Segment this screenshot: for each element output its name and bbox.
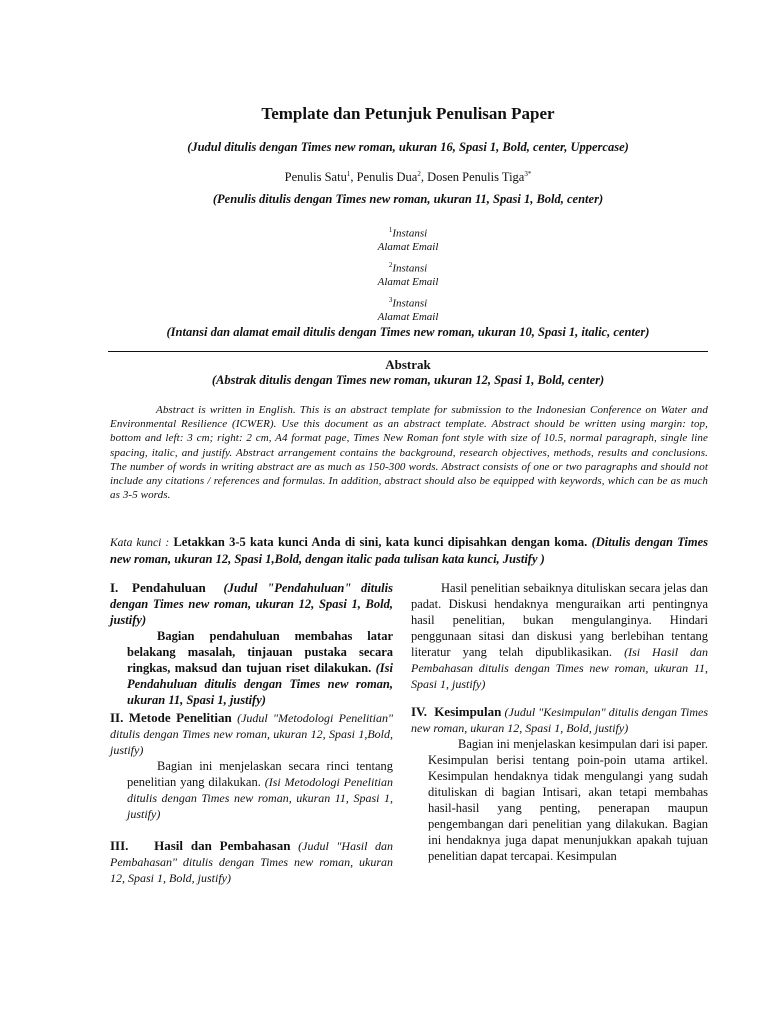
section-4-title: Kesimpulan	[434, 704, 502, 719]
title-note: (Judul ditulis dengan Times new roman, ukuran 16, Spasi 1, Bold, center, Uppercase)	[187, 140, 629, 154]
section-4-note: (Judul "Kesimpulan" ditulis dengan Times new roman, ukuran 12, Spasi 1, Bold, justify)	[411, 705, 709, 735]
left-column	[110, 580, 393, 886]
paper-title: Template dan Petunjuk Penulisan Paper	[261, 104, 555, 123]
section-1-body-note: (Isi Pendahuluan ditulis dengan Times new roman, ukuran 11, Spasi 1, justify)	[127, 661, 394, 707]
section-2-title: Metode Penelitian	[128, 710, 232, 725]
author-sep-2: ,	[420, 170, 428, 185]
section-4-number: IV.	[411, 704, 428, 719]
section-hasil-heading	[110, 838, 393, 886]
institution-1-sup: 1	[388, 226, 393, 234]
section-1-number: I.	[110, 580, 119, 595]
institutions-note: (Intansi dan alamat email ditulis dengan Times new roman, ukuran 10, Spasi 1, italic, center)	[166, 325, 650, 339]
section-3-body-note: (Isi Hasil dan Pembahasan ditulis dengan Times new roman, ukuran 11, Spasi 1, justify)	[411, 645, 708, 691]
keywords-note: (Ditulis dengan Times new roman, ukuran 12, Spasi 1,Bold, dengan italic pada tulisan kata kunci, Justify )	[110, 535, 708, 566]
section-pendahuluan	[110, 580, 393, 708]
author-2: Penulis Dua	[356, 170, 418, 185]
header-divider	[108, 351, 708, 352]
section-1-note: (Judul "Pendahuluan" ditulis dengan Times new roman, ukuran 12, Spasi 1, Bold, justify)	[110, 581, 393, 627]
author-2-affil: 2	[417, 170, 421, 178]
institution-2-sup: 2	[388, 261, 393, 269]
section-1-body-text: Bagian pendahuluan membahas latar belakang masalah, tinjauan pustaka secara ringkas, maksud dan tujuan riset dilakukan.	[127, 629, 393, 675]
institution-1-email: Alamat Email	[377, 240, 439, 253]
institution-3-name: Instansi	[392, 297, 428, 310]
abstract-note: (Abstrak ditulis dengan Times new roman, ukuran 12, Spasi 1, Bold, center)	[211, 373, 605, 387]
institution-3	[108, 294, 708, 324]
section-2-body	[110, 758, 393, 822]
keywords-block	[110, 534, 708, 567]
author-line	[108, 170, 708, 185]
author-3: Dosen Penulis Tiga	[427, 170, 525, 185]
section-2-note: (Judul "Metodologi Penelitian" ditulis dengan Times new roman, ukuran 12, Spasi 1,Bold, justify)	[110, 711, 393, 757]
author-1: Penulis Satu	[284, 170, 347, 185]
abstract-heading: Abstrak	[385, 357, 431, 372]
section-3-number: III.	[110, 838, 129, 853]
institution-3-sup: 3	[388, 296, 393, 304]
institution-2	[108, 259, 708, 289]
institution-3-email: Alamat Email	[377, 310, 439, 323]
institution-1-name: Instansi	[392, 227, 428, 240]
section-2-number: II.	[110, 710, 124, 725]
authors-note: (Penulis ditulis dengan Times new roman, ukuran 11, Spasi 1, Bold, center)	[212, 192, 604, 206]
abstract-text: Abstract is written in English. This is an abstract template for submission to the Indonesian Conference on Water and Environmental Resilience (ICWER). Use this document as an abstract template. Abstract should be written using margin: top, bottom and left: 3 cm; right: 2 cm, A4 format page, Times New Roman font style with size of 10.5, normal paragraph, single line spacing, italic, and justify. Abstract arrangement contains the background, research objectives, methods, results and conclusions. The number of words in writing abstract are as much as 150-300 words. Abstract consists of one or two paragraphs and should not include any citations / references and formulas. In addition, abstract should also be equipped with keywords, which can be as much as 3-5 words.	[110, 404, 708, 502]
keywords-label: Kata kunci :	[110, 537, 170, 549]
section-3-note: (Judul "Hasil dan Pembahasan" ditulis dengan Times new roman, ukuran 12, Spasi 1, Bold, justify)	[110, 839, 393, 885]
author-3-affil: 3*	[524, 170, 532, 178]
section-2-body-note: (Isi Metodologi Penelitian ditulis dengan Times new roman, ukuran 11, Spasi 1, justify)	[127, 775, 393, 821]
section-kesimpulan	[411, 704, 708, 864]
author-1-affil: 1	[346, 170, 351, 178]
section-1-title: Pendahuluan	[132, 580, 206, 595]
section-3-title: Hasil dan Pembahasan	[154, 838, 291, 853]
section-3-body-text: Hasil penelitian sebaiknya dituliskan secara jelas dan padat. Diskusi hendaknya menguraikan arti pentingnya hasil penelitian, bukan mengulanginya. Hindari penggunaan sitasi dan diskusi yang berlebihan tentang literatur yang telah dipublikasikan.	[411, 581, 708, 659]
section-3-body	[411, 580, 708, 692]
abstract-heading-block	[108, 357, 708, 388]
section-4-body: Bagian ini menjelaskan kesimpulan dari isi paper. Kesimpulan berisi tentang poin-poin utama artikel. Kesimpulan hendaknya tidak mengulangi yang sudah dituliskan di bagian Intisari, akan tetapi membahas hasil-hasil yang penting, penerapan maupun pengembangan dari penelitian yang dilakukan. Bagian ini hendaknya juga dapat menunjukkan apakah tujuan penelitian dapat tercapai. Kesimpulan	[428, 737, 708, 863]
section-2-body-text: Bagian ini menjelaskan secara rinci tentang penelitian yang dilakukan.	[127, 759, 393, 789]
right-column	[411, 580, 708, 864]
section-metode	[110, 710, 393, 822]
institution-2-name: Instansi	[392, 262, 428, 275]
institution-1	[108, 224, 708, 254]
institution-2-email: Alamat Email	[377, 275, 439, 288]
section-1-body	[110, 628, 393, 708]
author-sep-1: ,	[350, 170, 357, 185]
keywords-text: Letakkan 3-5 kata kunci Anda di sini, kata kunci dipisahkan dengan koma.	[173, 535, 588, 549]
